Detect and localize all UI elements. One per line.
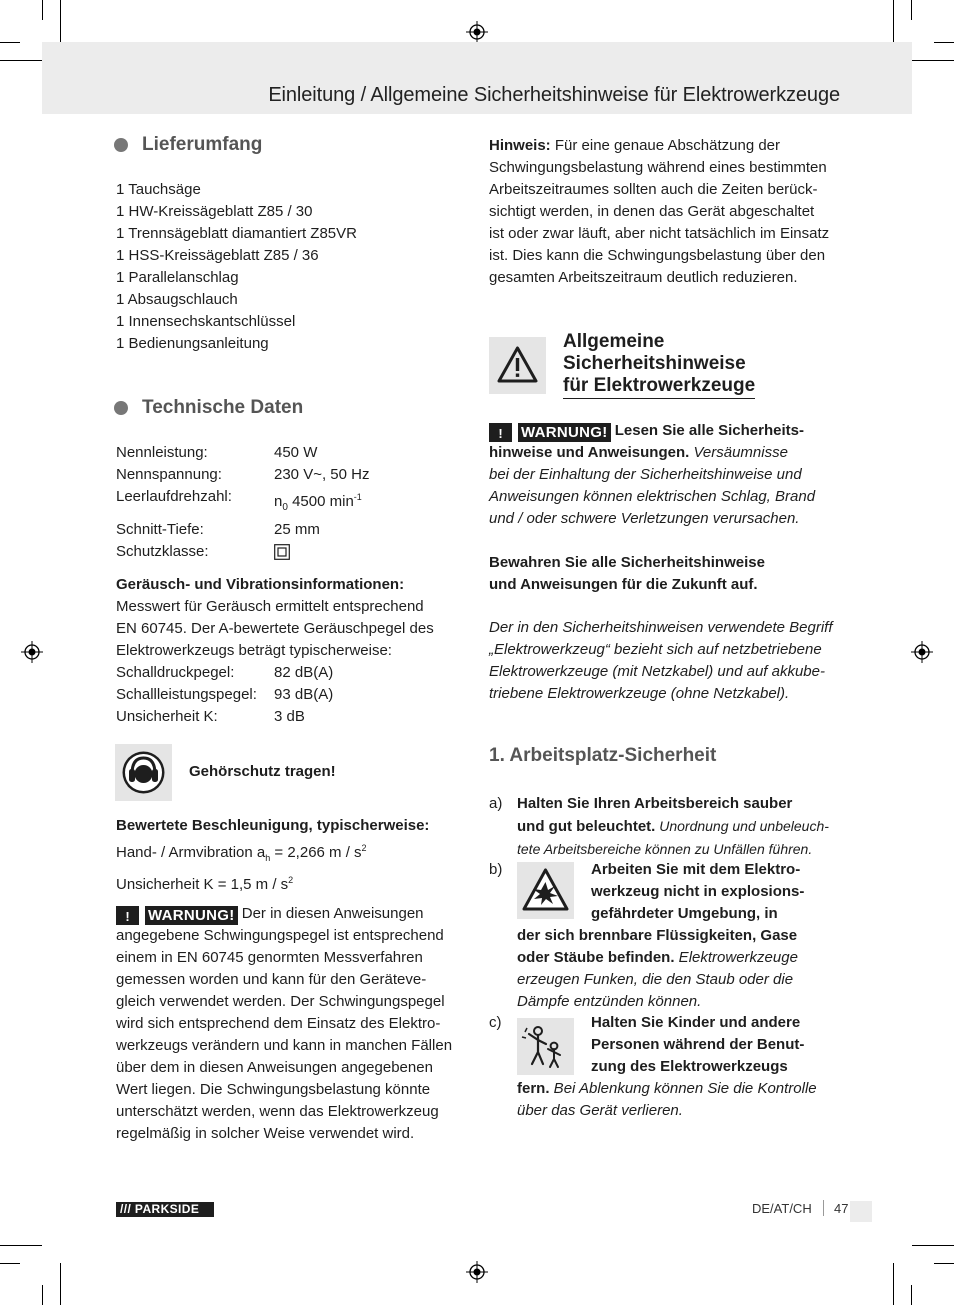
text-line: Wert liegen. Die Schwingungsbelastung könnte — [116, 1081, 431, 1098]
list-item: 1 Tauchsäge — [116, 181, 201, 198]
text-line: ist oder zwar läuft, aber nicht tatsächlich im Einsatz — [489, 225, 830, 242]
text-part: Unordnung und unbeleuch- — [655, 818, 829, 834]
beschleunigung-block — [116, 815, 461, 896]
text-line: zung des Elektrowerkzeugs — [591, 1058, 788, 1075]
crop-mark — [911, 1285, 912, 1305]
keep-children-away-icon — [517, 1018, 574, 1075]
text-line: und Anweisungen für die Zukunft auf. — [489, 576, 758, 593]
text-line: Der in den Sicherheitshinweisen verwendete Begriff — [489, 619, 833, 636]
text-line: triebene Elektrowerkzeuge (ohne Netzkabel). — [489, 685, 790, 702]
text-line: Arbeiten Sie mit dem Elektro- — [591, 861, 801, 878]
section-heading-lieferumfang — [116, 132, 461, 158]
row-label: Nennspannung: — [116, 466, 222, 483]
text-part: Elektrowerkzeuge — [674, 949, 798, 966]
text-line: Messwert für Geräusch ermittelt entsprechend — [116, 598, 424, 615]
text-line: werkzeug nicht in explosions- — [591, 883, 805, 900]
list-item: 1 Bedienungsanleitung — [116, 335, 269, 352]
section-heading-arbeitsplatz: 1. Arbeitsplatz-Sicherheit — [489, 745, 717, 766]
superscript: 2 — [288, 875, 294, 885]
warning-label: WARNUNG! — [518, 423, 611, 442]
item-a-text — [517, 793, 843, 860]
text-line: tete Arbeitsbereiche können zu Unfällen führen. — [517, 841, 813, 857]
text-part: = 2,266 m / s — [270, 844, 362, 861]
text-part: Versäumnisse — [689, 444, 788, 461]
row-label: Schallleistungspegel: — [116, 686, 257, 703]
text-part: und gut beleuchtet. — [517, 818, 656, 835]
registration-mark-icon — [466, 1261, 488, 1283]
subscript: h — [265, 853, 271, 863]
technische-daten-table — [116, 442, 461, 563]
text-line: der sich brennbare Flüssigkeiten, Gase — [517, 927, 798, 944]
warning-triangle-icon: ! — [489, 423, 512, 442]
value-sup: -1 — [353, 492, 362, 502]
beschleunigung-heading: Bewertete Beschleunigung, typischerweise: — [116, 817, 430, 834]
text-line: Personen während der Benut- — [591, 1036, 805, 1053]
text-line: bei der Einhaltung der Sicherheitshinweise und — [489, 466, 802, 483]
text-line: „Elektrowerkzeug“ bezieht sich auf netzbetriebene — [489, 641, 822, 658]
crop-mark — [60, 0, 61, 42]
table-row — [116, 519, 461, 541]
explosion-iconbox — [517, 862, 574, 919]
table-row — [116, 442, 461, 464]
crop-mark — [911, 0, 912, 20]
text-line — [489, 442, 841, 464]
explosion-warning-icon — [517, 862, 574, 919]
list-item: 1 Absaugschlauch — [116, 291, 238, 308]
text-line: einem in EN 60745 genormten Messverfahren — [116, 949, 423, 966]
text-line: Arbeitszeitraumes sollten auch die Zeiten berück- — [489, 181, 818, 198]
table-row — [116, 541, 461, 563]
text-part: Bei Ablenkung können Sie die Kontrolle — [549, 1080, 817, 1097]
item-letter: c) — [489, 1014, 502, 1031]
page-title: Einleitung / Allgemeine Sicherheitshinweise für Elektrowerkzeuge — [268, 84, 840, 106]
row-label: Leerlaufdrehzahl: — [116, 488, 232, 505]
crop-mark — [934, 42, 954, 43]
crop-mark — [60, 1263, 61, 1305]
row-label: Schutzklasse: — [116, 543, 209, 560]
table-row — [116, 486, 461, 519]
text-part: Für eine genaue Abschätzung der — [550, 137, 781, 154]
lieferumfang-list — [116, 179, 461, 355]
text-line: gemessen worden und kann für den Geräteve- — [116, 971, 427, 988]
row-value — [274, 541, 290, 563]
text-line — [517, 1078, 843, 1100]
text-part: Hand- / Armvibration a — [116, 844, 266, 861]
text-line — [489, 135, 841, 157]
registration-mark-icon — [21, 641, 43, 663]
text-line: gesamten Arbeitszeitraum deutlich reduzieren. — [489, 269, 798, 286]
text-line — [517, 947, 843, 969]
table-row — [116, 662, 461, 684]
text-line: wird sich entsprechend dem Einsatz des Elektro- — [116, 1015, 441, 1032]
bewahren-block — [489, 552, 841, 596]
text-line: Elektrowerkzeugs beträgt typischerweise: — [116, 642, 392, 659]
geraeusch-heading: Geräusch- und Vibrationsinformationen: — [116, 576, 405, 593]
protection-class-II-icon — [274, 544, 290, 560]
text-line — [116, 869, 461, 896]
brand-logo — [116, 1202, 214, 1217]
bullet-icon — [114, 138, 128, 152]
text-line: über das Gerät verlieren. — [517, 1102, 683, 1119]
warning-triangle-icon: ! — [116, 906, 139, 925]
heading-line: für Elektrowerkzeuge — [563, 375, 755, 399]
row-value: 230 V~, 50 Hz — [274, 466, 370, 483]
row-value: 82 dB(A) — [274, 664, 334, 681]
warning-badge — [489, 423, 611, 442]
keep-away-iconbox — [517, 1018, 574, 1075]
item-c-text — [517, 1078, 843, 1122]
value-sub: 0 — [282, 502, 288, 513]
crop-mark — [0, 1263, 20, 1264]
item-c-bold-block — [591, 1012, 841, 1078]
heading-line: Sicherheitshinweise — [563, 353, 746, 374]
text-line: EN 60745. Der A-bewertete Geräuschpegel des — [116, 620, 434, 637]
value-prefix: n — [274, 493, 283, 510]
text-line: Halten Sie Kinder und andere — [591, 1014, 801, 1031]
row-label: Schnitt-Tiefe: — [116, 521, 204, 538]
warning-badge — [116, 906, 238, 925]
text-line — [116, 903, 461, 925]
text-line: gleich verwendet werden. Der Schwingungspegel — [116, 993, 445, 1010]
text-line: Bewahren Sie alle Sicherheitshinweise — [489, 554, 765, 571]
crop-mark — [934, 1263, 954, 1264]
text-line: regelmäßig in solcher Weise verwendet wird. — [116, 1125, 415, 1142]
item-letter: a) — [489, 795, 503, 812]
allgemeine-heading — [563, 331, 755, 399]
text-line: unterschätzt werden, wenn das Elektrowerkzeug — [116, 1103, 439, 1120]
ear-protection-iconbox — [115, 744, 172, 801]
text-line: Anweisungen können elektrischen Schlag, Brand — [489, 488, 816, 505]
section-heading-technische-daten — [116, 395, 461, 421]
text-line: über dem in diesen Anweisungen angegebenen — [116, 1059, 433, 1076]
row-label: Schalldruckpegel: — [116, 664, 235, 681]
list-item: 1 Trennsägeblatt diamantiert Z85VR — [116, 225, 357, 242]
list-item: 1 Parallelanschlag — [116, 269, 239, 286]
text-part: hinweise und Anweisungen. — [489, 444, 690, 461]
text-part: fern. — [517, 1080, 550, 1097]
crop-mark — [0, 1245, 42, 1246]
crop-mark — [42, 0, 43, 20]
text-part: Lesen Sie alle Sicherheits- — [610, 422, 804, 439]
text-line: angegebene Schwingungspegel ist entsprechend — [116, 927, 444, 944]
crop-mark — [42, 1285, 43, 1305]
warning-triangle-icon — [489, 337, 546, 394]
crop-mark — [912, 60, 954, 61]
item-b-bold-block — [591, 859, 841, 925]
heading-text: Technische Daten — [142, 397, 304, 418]
row-label: Nennleistung: — [116, 444, 208, 461]
table-row — [116, 684, 461, 706]
text-line — [517, 815, 843, 838]
text-line: gefährdeter Umgebung, in — [591, 905, 778, 922]
text-line: Schwingungsbelastung während eines bestimmten — [489, 159, 827, 176]
item-letter: b) — [489, 861, 503, 878]
ear-protection-icon — [115, 744, 172, 801]
heading-text: Lieferumfang — [142, 134, 263, 155]
registration-mark-icon — [466, 21, 488, 43]
crop-mark — [893, 0, 894, 42]
text-part: oder Stäube befinden. — [517, 949, 675, 966]
list-item: 1 Innensechskantschlüssel — [116, 313, 296, 330]
hinweis-block — [489, 135, 841, 289]
allgemeine-warning-block — [489, 420, 841, 530]
page-number-box — [850, 1201, 872, 1222]
text-line: werkzeugs verändern und kann in manchen Fällen — [116, 1037, 453, 1054]
text-line: Dämpfe entzünden können. — [517, 993, 702, 1010]
warning-left-block — [116, 903, 461, 1145]
text-line: erzeugen Funken, die den Staub oder die — [517, 971, 794, 988]
logo-text: /// PARKSIDE — [120, 1202, 200, 1216]
bullet-icon — [114, 401, 128, 415]
row-value — [274, 486, 362, 519]
registration-mark-icon — [911, 641, 933, 663]
text-line: sichtigt werden, in denen das Gerät abgeschaltet — [489, 203, 815, 220]
ear-protection-text: Gehörschutz tragen! — [189, 763, 336, 780]
table-row — [116, 706, 461, 728]
value-main: 4500 min — [287, 493, 354, 510]
crop-mark — [0, 60, 42, 61]
row-value: 450 W — [274, 444, 318, 461]
crop-mark — [0, 42, 20, 43]
heading-line: Allgemeine — [563, 331, 665, 352]
list-item: 1 HW-Kreissägeblatt Z85 / 30 — [116, 203, 313, 220]
text-line: Elektrowerkzeuge (mit Netzkabel) und auf akkube- — [489, 663, 825, 680]
footer-locale: DE/AT/CH — [752, 1201, 812, 1216]
text-line — [116, 837, 461, 869]
footer-divider — [823, 1200, 824, 1216]
text-line — [489, 420, 841, 442]
warning-label: WARNUNG! — [145, 906, 238, 925]
crop-mark — [912, 1245, 954, 1246]
hinweis-label: Hinweis: — [489, 137, 551, 154]
text-part: Der in diesen Anweisungen — [237, 905, 424, 922]
text-part: Unsicherheit K = 1,5 m / s — [116, 876, 289, 893]
crop-mark — [893, 1263, 894, 1305]
warning-iconbox — [489, 337, 546, 394]
row-value: 25 mm — [274, 521, 320, 538]
row-value: 3 dB — [274, 708, 305, 725]
text-line: und / oder schwere Verletzungen verursachen. — [489, 510, 800, 527]
text-line: Halten Sie Ihren Arbeitsbereich sauber — [517, 795, 793, 812]
row-value: 93 dB(A) — [274, 686, 334, 703]
list-item: 1 HSS-Kreissägeblatt Z85 / 36 — [116, 247, 319, 264]
row-label: Unsicherheit K: — [116, 708, 218, 725]
superscript: 2 — [361, 843, 367, 853]
item-b-text — [517, 925, 843, 1013]
geraeusch-block — [116, 574, 461, 728]
table-row — [116, 464, 461, 486]
text-line: ist. Dies kann die Schwingungsbelastung über den — [489, 247, 826, 264]
begriff-block — [489, 617, 841, 705]
page-number: 47 — [833, 1201, 849, 1216]
footer-info — [752, 1200, 848, 1216]
